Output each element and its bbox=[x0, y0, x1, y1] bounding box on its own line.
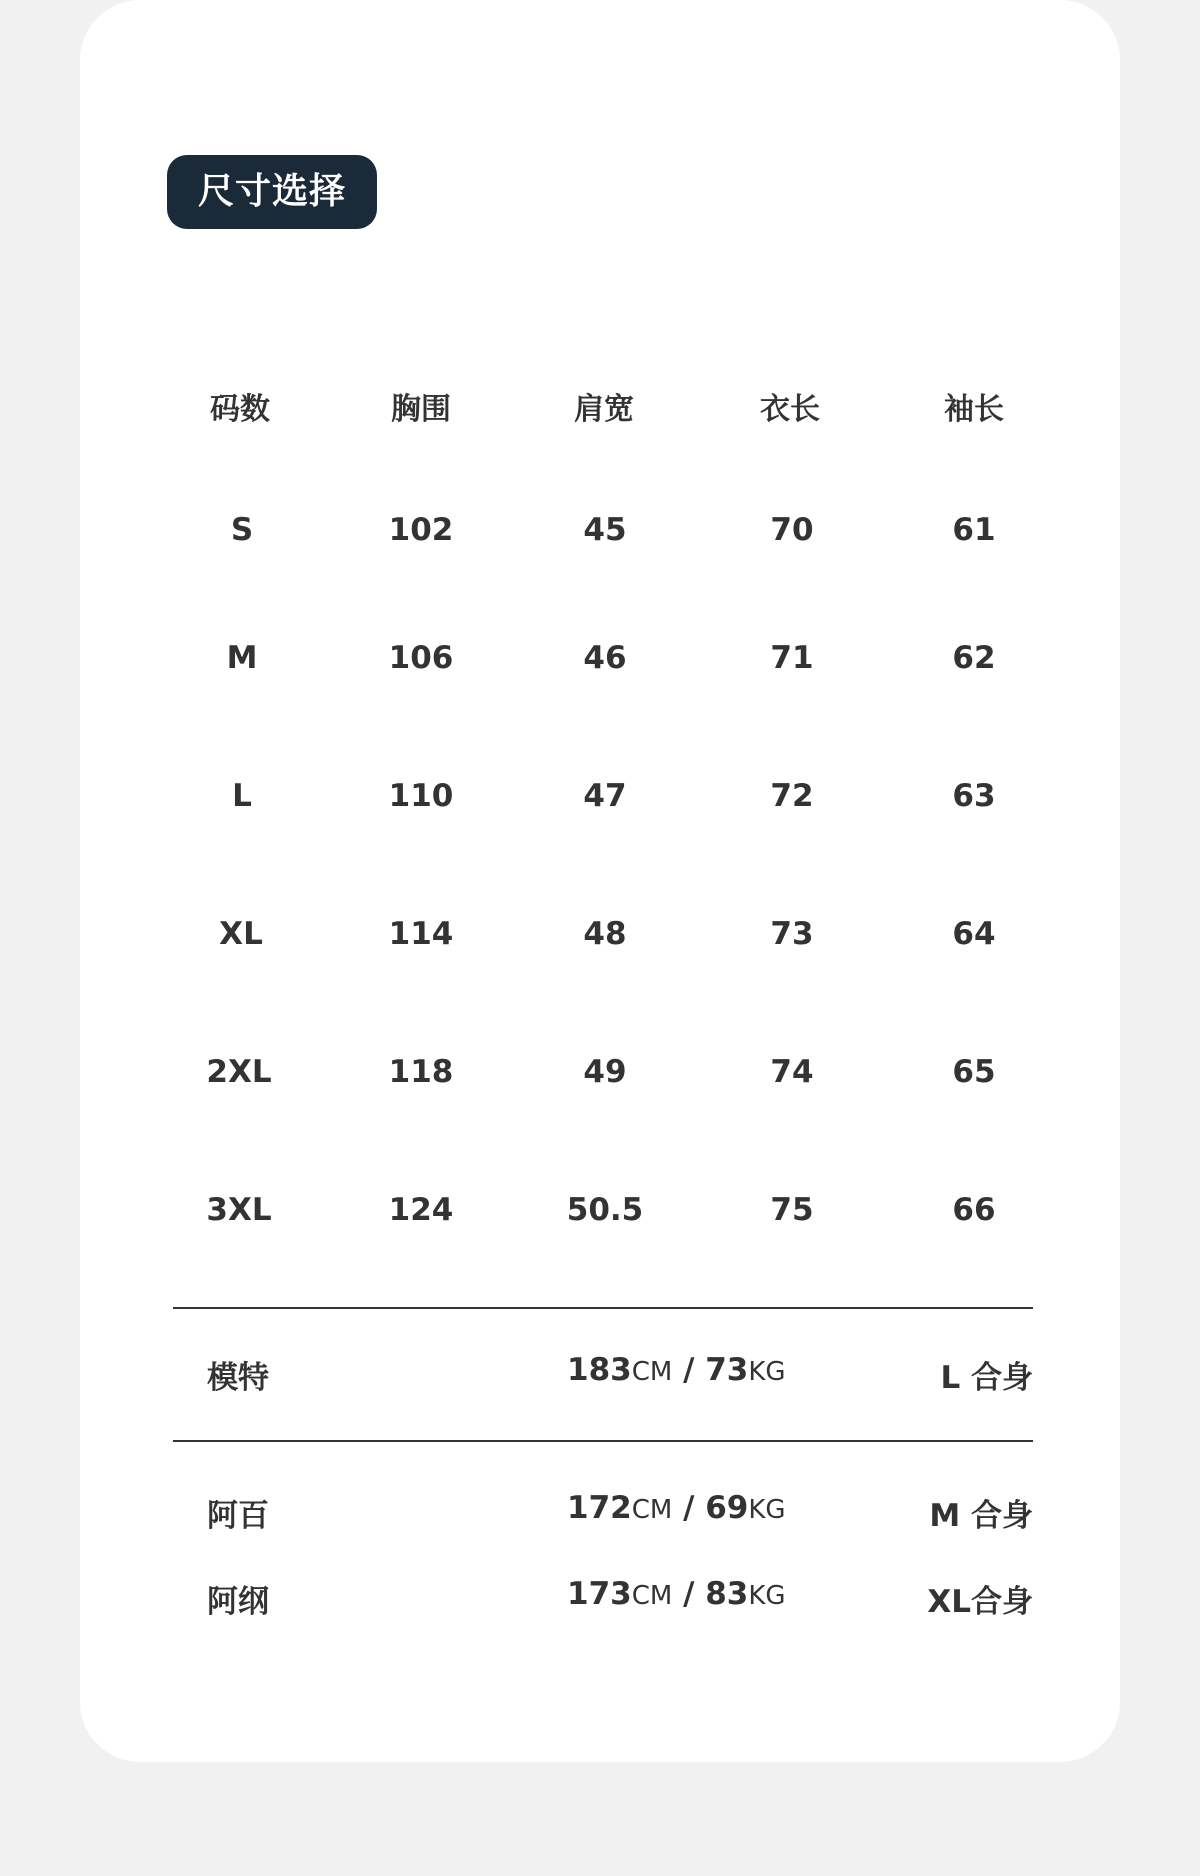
weight-unit: KG bbox=[748, 1357, 786, 1387]
weight-unit: KG bbox=[748, 1495, 786, 1525]
model-measurements bbox=[567, 1490, 786, 1526]
size-cell: 2XL bbox=[206, 1054, 272, 1090]
height-unit: CM bbox=[631, 1495, 673, 1525]
size-cell: S bbox=[230, 512, 254, 548]
model-name: 阿百 bbox=[207, 1498, 269, 1534]
model-weight: 69 bbox=[705, 1490, 749, 1526]
length-cell: 74 bbox=[770, 1054, 814, 1090]
shoulder-cell: 48 bbox=[583, 916, 627, 952]
separator: / bbox=[672, 1352, 706, 1388]
header-length: 衣长 bbox=[760, 392, 820, 427]
shoulder-cell: 46 bbox=[583, 640, 627, 676]
model-measurements bbox=[567, 1352, 786, 1388]
sleeve-cell: 66 bbox=[952, 1192, 996, 1228]
length-cell: 75 bbox=[770, 1192, 814, 1228]
height-unit: CM bbox=[631, 1581, 673, 1611]
weight-unit: KG bbox=[748, 1581, 786, 1611]
model-name: 模特 bbox=[207, 1360, 269, 1396]
model-fit: M 合身 bbox=[929, 1498, 1033, 1534]
size-cell: XL bbox=[219, 916, 263, 952]
sleeve-cell: 64 bbox=[952, 916, 996, 952]
sleeve-cell: 62 bbox=[952, 640, 996, 676]
shoulder-cell: 47 bbox=[583, 778, 627, 814]
chest-cell: 118 bbox=[388, 1054, 454, 1090]
header-size: 码数 bbox=[210, 392, 270, 427]
model-fit: L 合身 bbox=[940, 1360, 1033, 1396]
model-weight: 83 bbox=[705, 1576, 749, 1612]
size-cell: M bbox=[226, 640, 258, 676]
model-weight: 73 bbox=[705, 1352, 749, 1388]
shoulder-cell: 45 bbox=[583, 512, 627, 548]
size-cell: L bbox=[232, 778, 252, 814]
chest-cell: 124 bbox=[388, 1192, 454, 1228]
model-name: 阿纲 bbox=[207, 1584, 269, 1620]
header-shoulder: 肩宽 bbox=[574, 392, 634, 427]
chest-cell: 102 bbox=[388, 512, 454, 548]
header-sleeve: 袖长 bbox=[944, 392, 1004, 427]
size-guide-card bbox=[80, 0, 1120, 1762]
model-fit: XL合身 bbox=[927, 1584, 1033, 1620]
model-height: 172 bbox=[567, 1490, 632, 1526]
length-cell: 72 bbox=[770, 778, 814, 814]
model-divider bbox=[173, 1440, 1033, 1442]
model-height: 183 bbox=[567, 1352, 632, 1388]
table-divider bbox=[173, 1307, 1033, 1309]
size-guide-title: 尺寸选择 bbox=[167, 155, 377, 229]
shoulder-cell: 50.5 bbox=[566, 1192, 644, 1228]
shoulder-cell: 49 bbox=[583, 1054, 627, 1090]
sleeve-cell: 65 bbox=[952, 1054, 996, 1090]
height-unit: CM bbox=[631, 1357, 673, 1387]
header-chest: 胸围 bbox=[391, 392, 451, 427]
separator: / bbox=[672, 1576, 706, 1612]
chest-cell: 110 bbox=[388, 778, 454, 814]
model-measurements bbox=[567, 1576, 786, 1612]
sleeve-cell: 63 bbox=[952, 778, 996, 814]
length-cell: 73 bbox=[770, 916, 814, 952]
separator: / bbox=[672, 1490, 706, 1526]
chest-cell: 106 bbox=[388, 640, 454, 676]
size-cell: 3XL bbox=[206, 1192, 272, 1228]
length-cell: 71 bbox=[770, 640, 814, 676]
chest-cell: 114 bbox=[388, 916, 454, 952]
sleeve-cell: 61 bbox=[952, 512, 996, 548]
length-cell: 70 bbox=[770, 512, 814, 548]
model-height: 173 bbox=[567, 1576, 632, 1612]
